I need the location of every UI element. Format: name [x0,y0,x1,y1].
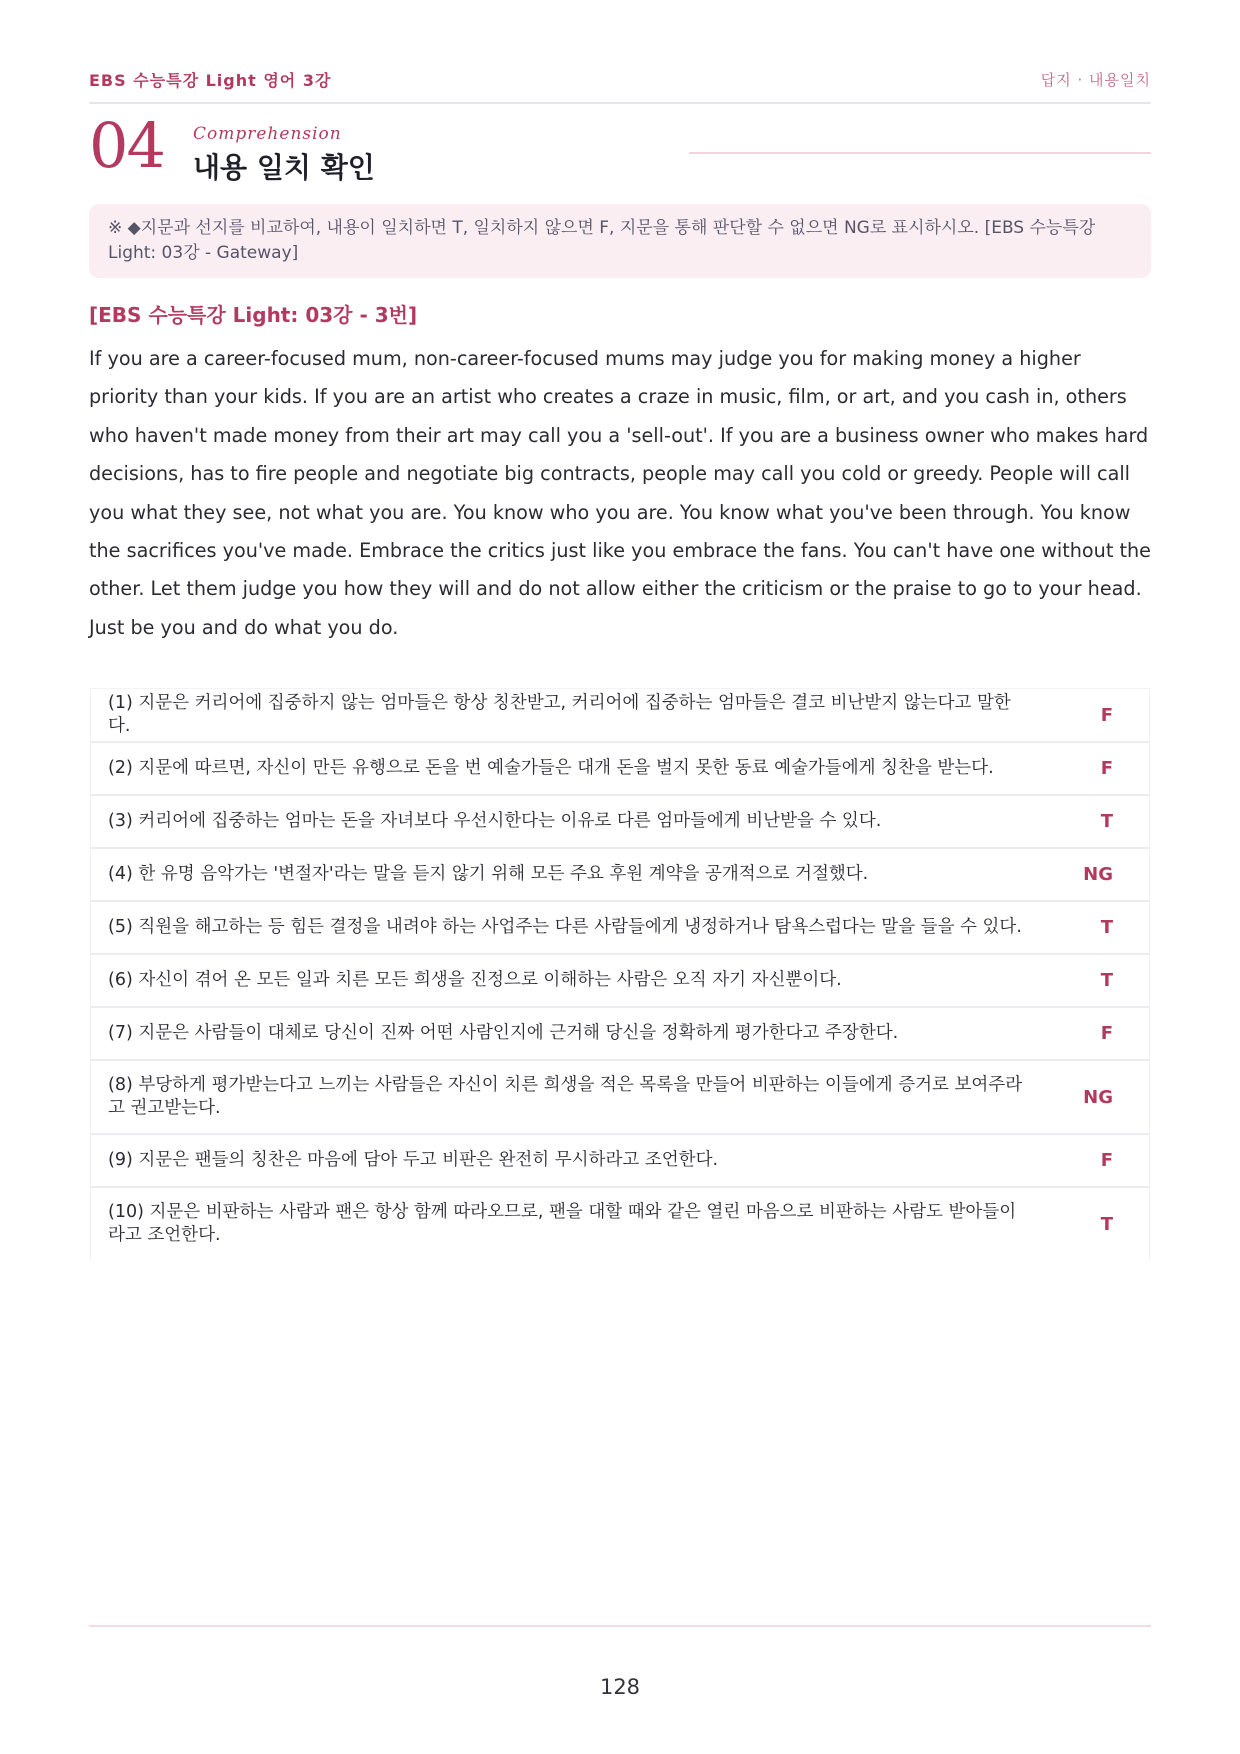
question-text: (8) 부당하게 평가받는다고 느끼는 사람들은 자신이 치른 희생을 적은 목록을 만들어 비판하는 이들에게 증거로 보여주라고 권고받는다. [108,1075,1023,1118]
question-row [90,688,1150,741]
question-text: (1) 지문은 커리어에 집중하지 않는 엄마들은 항상 칭찬받고, 커리어에 집중하는 엄마들은 결코 비난받지 않는다고 말한다. [108,693,1011,736]
question-text: (10) 지문은 비판하는 사람과 팬은 항상 함께 따라오므로, 팬을 대할 때와 같은 열린 마음으로 비판하는 사람도 받아들이라고 조언한다. [108,1202,1017,1245]
answer-label: F [1100,704,1113,726]
answer-label: T [1100,1213,1113,1235]
question-row [90,1133,1150,1186]
answer-label: T [1100,970,1113,991]
section-title: 내용 일치 확인 [193,151,375,184]
question-text: (3) 커리어에 집중하는 엄마는 돈을 자녀보다 우선시한다는 이유로 다른 엄마들에게 비난받을 수 있다. [108,811,882,831]
section-number: 04 [89,109,164,182]
question-row [90,847,1150,900]
answer-label: F [1100,1023,1113,1044]
instruction-box: ※ ◆지문과 선지를 비교하여, 내용이 일치하면 T, 일치하지 않으면 F, 지문을 통해 판단할 수 없으면 NG로 표시하시오. [EBS 수능특강 Light: 03강 - Gateway] [89,204,1151,278]
question-text: (9) 지문은 팬들의 칭찬은 마음에 담아 두고 비판은 완전히 무시하라고 조언한다. [108,1150,719,1170]
question-text: (5) 직원을 해고하는 등 힘든 결정을 내려야 하는 사업주는 다른 사람들에게 냉정하거나 탐욕스럽다는 말을 들을 수 있다. [108,917,1022,937]
section-heading [89,110,1151,185]
question-row [90,794,1150,847]
question-text: (6) 자신이 겪어 온 모든 일과 치른 모든 희생을 진정으로 이해하는 사람은 오직 자기 자신뿐이다. [108,970,842,990]
passage-title: [EBS 수능특강 Light: 03강 - 3번] [89,303,418,327]
book-title: EBS 수능특강 Light 영어 3강 [89,71,332,90]
question-row [90,741,1150,794]
answer-label: NG [1083,864,1113,885]
page-header [89,66,1151,104]
answer-label: T [1100,811,1113,832]
question-text: (4) 한 유명 음악가는 '변절자'라는 말을 듣지 않기 위해 모든 주요 후원 계약을 공개적으로 거절했다. [108,864,869,884]
question-table [90,688,1150,1260]
section-subtitle: Comprehension [193,124,342,144]
answer-label: T [1100,917,1113,938]
question-row [90,1006,1150,1059]
question-row [90,953,1150,1006]
page-number: 128 [599,1675,641,1699]
answer-label: NG [1083,1086,1113,1108]
passage-text: If you are a career-focused mum, non-career-focused mums may judge you for making money a higher priority than your kids. If you are an artist who creates a craze in music, film, or art, and you cash in, others who haven't made money from their art may call you a 'sell-out'. If you are a business owner who makes hard decisions, has to fire people and negotiate big contracts, people may call you cold or greedy. People will call you what they see, not what you are. You know who you are. You know what you've been through. You know the sacrifices you've made. Embrace the critics just like you embrace the fans. You can't have one without the other. Let them judge you how they will and do not allow either the criticism or the praise to go to your head. Just be you and do what you do. [89,347,1151,639]
question-text: (7) 지문은 사람들이 대체로 당신이 진짜 어떤 사람인지에 근거해 당신을 정확하게 평가한다고 주장한다. [108,1023,899,1043]
question-row [90,1059,1150,1133]
question-row [90,900,1150,953]
question-row [90,1186,1150,1260]
answer-label: F [1100,1150,1113,1171]
answer-label: F [1100,758,1113,779]
section-divider [689,152,1151,154]
footer-divider [89,1625,1151,1627]
section-label: 답지 · 내용일치 [1040,71,1151,89]
question-text: (2) 지문에 따르면, 자신이 만든 유행으로 돈을 번 예술가들은 대개 돈을 벌지 못한 동료 예술가들에게 칭찬을 받는다. [108,758,994,778]
